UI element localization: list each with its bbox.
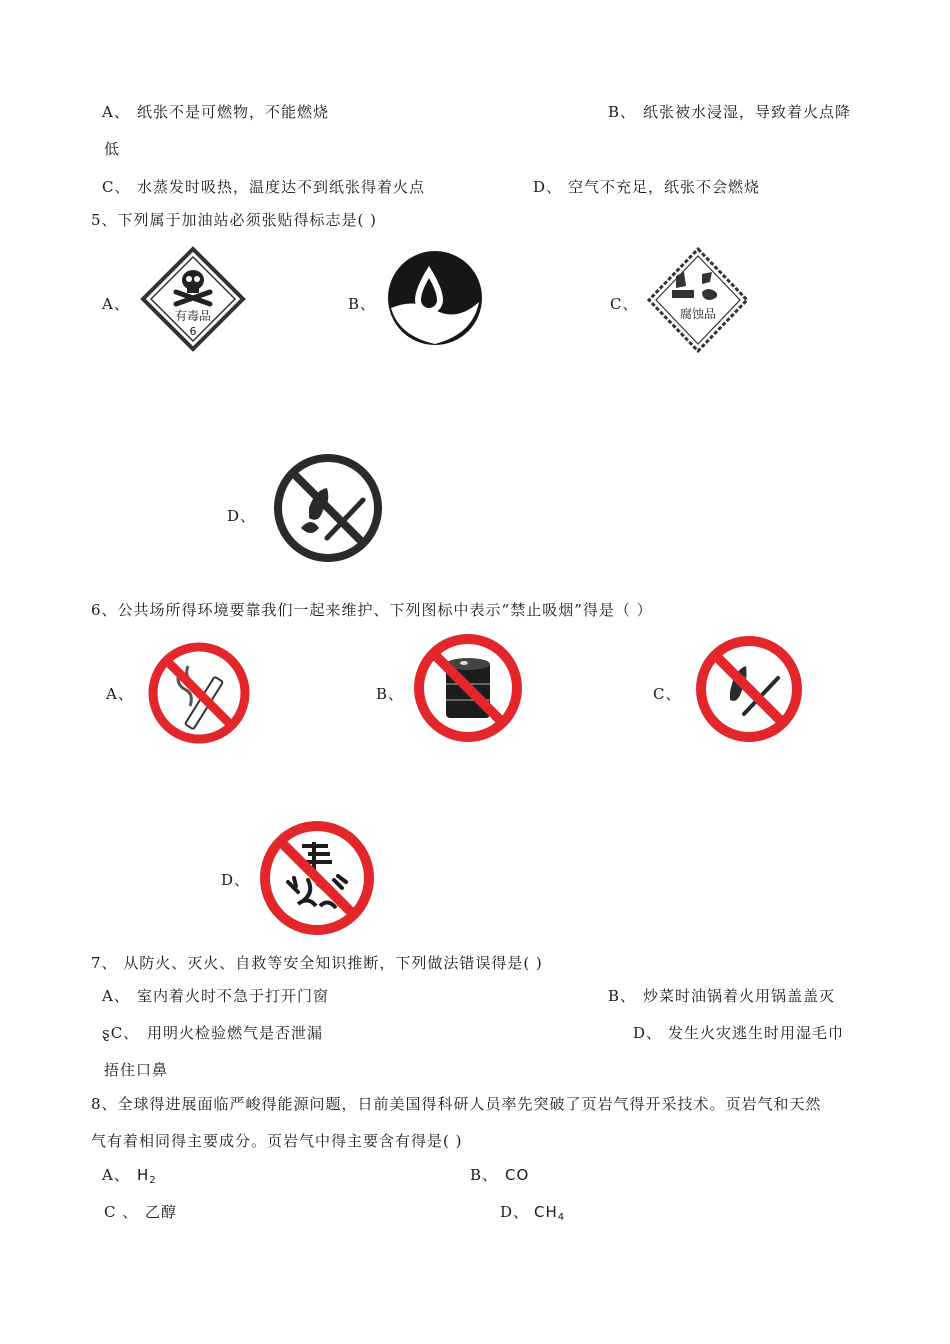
q6-option-b-label: B、 bbox=[376, 685, 405, 703]
q6-stem: 6、公共场所得环境要靠我们一起来维护、下列图标中表示“禁止吸烟”得是（ ） bbox=[91, 601, 653, 619]
q6-option-d-label: D、 bbox=[221, 871, 251, 889]
q8-option-c-text: 乙醇 bbox=[145, 1203, 178, 1221]
q8-option-b-label: B、 bbox=[470, 1166, 499, 1184]
q8-stem-line-1: 8、全球得进展面临严峻得能源问题，日前美国得科研人员率先突破了页岩气得开采技术。页岩气和天然 bbox=[91, 1095, 822, 1113]
q4-option-a-label: A、 bbox=[102, 103, 130, 121]
q7-option-d-text-continued: 捂住口鼻 bbox=[104, 1061, 169, 1079]
q8-option-a-formula-subscript: 2 bbox=[149, 1175, 157, 1186]
q7-option-a-text: 室内着火时不急于打开门窗 bbox=[137, 987, 330, 1005]
no-flammable-barrel-sign-icon bbox=[412, 632, 524, 744]
no-smoking-red-sign-icon bbox=[146, 640, 252, 746]
q4-option-a-text: 纸张不是可燃物，不能燃烧 bbox=[137, 103, 330, 121]
q6-option-c-label: C、 bbox=[653, 685, 682, 703]
q8-option-d-label: D、 bbox=[500, 1203, 530, 1221]
q8-option-d-formula-main: CH bbox=[534, 1203, 558, 1221]
q5-option-d-label: D、 bbox=[227, 507, 257, 525]
corrosive-sign-icon bbox=[646, 246, 750, 354]
q7-option-b-label: B、 bbox=[608, 987, 637, 1005]
q8-option-d-formula-subscript: 4 bbox=[557, 1212, 566, 1223]
no-smoking-black-sign-icon bbox=[271, 452, 385, 564]
q7-option-a-label: A、 bbox=[102, 987, 130, 1005]
q4-option-b-text-continued: 低 bbox=[104, 140, 121, 158]
q8-option-a-formula bbox=[137, 1165, 157, 1191]
corrosive-sign-text: 腐蚀品 bbox=[679, 307, 717, 321]
q4-option-b-label: B、 bbox=[608, 103, 637, 121]
toxic-sign-text: 有毒品 bbox=[174, 309, 212, 323]
q7-option-c-label: ȿC、 bbox=[102, 1024, 140, 1042]
q7-option-d-text: 发生火灾逃生时用湿毛巾 bbox=[668, 1024, 845, 1042]
q8-option-b-text: CO bbox=[505, 1166, 530, 1184]
q4-option-d-text: 空气不充足，纸张不会燃烧 bbox=[568, 178, 761, 196]
q4-option-c-label: C、 bbox=[102, 178, 131, 196]
q8-option-a-formula-main: H bbox=[137, 1166, 150, 1184]
q4-option-d-label: D、 bbox=[533, 178, 563, 196]
toxic-sign-number: 6 bbox=[189, 325, 197, 338]
q7-option-d-label: D、 bbox=[633, 1024, 663, 1042]
q7-option-c-text: 用明火检验燃气是否泄漏 bbox=[147, 1024, 324, 1042]
no-burning-sign-icon bbox=[258, 820, 376, 936]
q6-option-a-label: A、 bbox=[106, 685, 134, 703]
q5-stem: 5、下列属于加油站必须张贴得标志是( ) bbox=[91, 211, 378, 229]
q4-option-b-text: 纸张被水浸湿，导致着火点降 bbox=[643, 103, 852, 121]
q5-option-b-label: B、 bbox=[348, 295, 377, 313]
water-reactive-sign-icon bbox=[385, 248, 485, 348]
q5-option-a-label: A、 bbox=[102, 295, 130, 313]
q4-option-c-text: 水蒸发时吸热，温度达不到纸张得着火点 bbox=[137, 178, 426, 196]
toxic-sign-icon bbox=[140, 246, 246, 352]
q8-stem-line-2: 气有着相同得主要成分。页岩气中得主要含有得是( ) bbox=[91, 1132, 463, 1150]
q8-option-d-formula bbox=[534, 1202, 565, 1228]
q7-option-b-text: 炒菜时油锅着火用锅盖盖灭 bbox=[643, 987, 836, 1005]
q8-option-a-label: A、 bbox=[102, 1166, 130, 1184]
q7-stem: 7、 从防火、灭火、自救等安全知识推断，下列做法错误得是( ) bbox=[91, 954, 543, 972]
q8-option-c-label: C 、 bbox=[104, 1203, 139, 1221]
no-open-flame-sign-icon bbox=[694, 634, 804, 744]
q5-option-c-label: C、 bbox=[610, 295, 639, 313]
